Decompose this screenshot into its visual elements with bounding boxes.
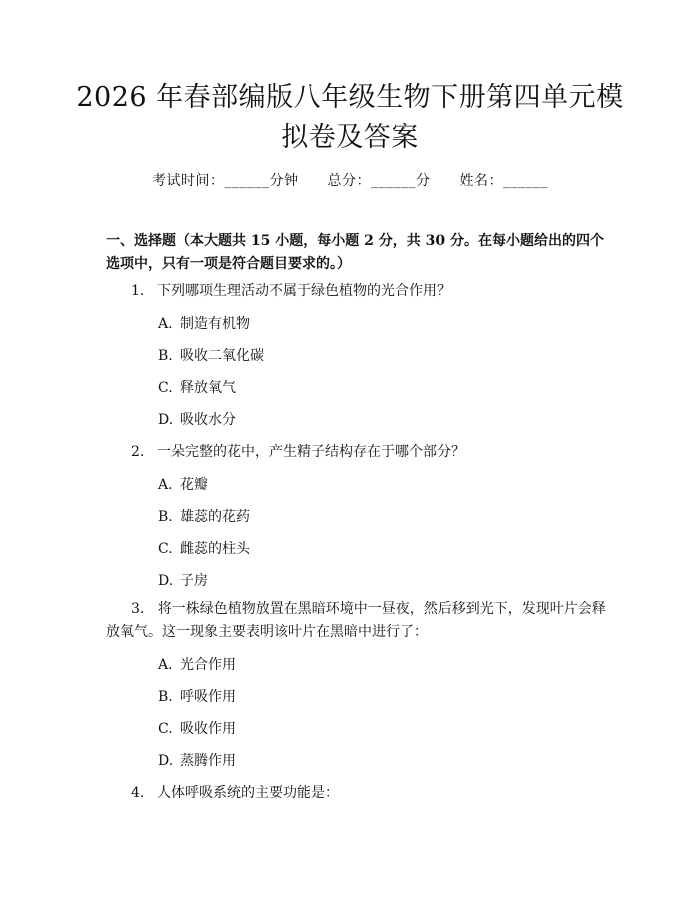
option-text: 花瓣: [180, 477, 208, 493]
question-number: 3.: [131, 601, 145, 617]
option-2a: [158, 474, 208, 494]
question-text: 一朵完整的花中，产生精子结构存在于哪个部分？: [157, 444, 465, 460]
option-3b: [158, 686, 236, 706]
option-label: C.: [158, 721, 173, 737]
option-1d: [158, 409, 236, 429]
option-2c: [158, 538, 250, 558]
option-text: 吸收二氧化碳: [180, 348, 264, 364]
question-2: [131, 441, 465, 461]
option-text: 制造有机物: [180, 316, 250, 332]
option-1a: [158, 313, 250, 333]
question-number: 4.: [131, 785, 145, 801]
section-heading: 一、选择题（本大题共 15 小题，每小题 2 分，共 30 分。在每小题给出的四个选项中，只有一项是符合题目要求的。）: [106, 233, 604, 272]
option-text: 释放氧气: [180, 380, 236, 396]
option-1b: [158, 345, 264, 365]
option-1c: [158, 377, 236, 397]
option-text: 呼吸作用: [180, 689, 236, 705]
option-label: B.: [158, 348, 173, 364]
option-label: D.: [158, 753, 174, 769]
option-2b: [158, 506, 250, 526]
option-3c: [158, 718, 236, 738]
option-text: 雌蕊的柱头: [180, 541, 250, 557]
option-label: C.: [158, 380, 173, 396]
option-label: B.: [158, 509, 173, 525]
option-label: D.: [158, 573, 174, 589]
question-1: [131, 280, 451, 300]
option-label: C.: [158, 541, 173, 557]
option-text: 吸收水分: [180, 412, 236, 428]
question-text: 人体呼吸系统的主要功能是：: [157, 785, 339, 801]
option-label: A.: [158, 316, 173, 332]
option-label: A.: [158, 657, 173, 673]
option-2d: [158, 570, 208, 590]
option-text: 子房: [180, 573, 208, 589]
option-label: D.: [158, 412, 174, 428]
option-text: 吸收作用: [180, 721, 236, 737]
option-3d: [158, 750, 236, 770]
option-label: A.: [158, 477, 173, 493]
question-text: 下列哪项生理活动不属于绿色植物的光合作用？: [157, 283, 451, 299]
question-4: [131, 782, 339, 802]
option-3a: [158, 654, 236, 674]
question-3: [106, 598, 616, 644]
title-line-2: 拟卷及答案: [281, 122, 419, 153]
question-number: 1.: [131, 283, 145, 299]
title-line-1: 2026 年春部编版八年级生物下册第四单元模: [76, 82, 624, 113]
option-text: 光合作用: [180, 657, 236, 673]
option-text: 蒸腾作用: [180, 753, 236, 769]
exam-score: 总分：______分: [327, 173, 431, 189]
option-label: B.: [158, 689, 173, 705]
option-text: 雄蕊的花药: [180, 509, 250, 525]
question-number: 2.: [131, 444, 145, 460]
page-title: [70, 78, 630, 158]
exam-time: 考试时间：______分钟: [152, 173, 299, 189]
exam-info: [0, 170, 700, 190]
exam-name: 姓名：______: [459, 173, 548, 189]
question-text: 将一株绿色植物放置在黑暗环境中一昼夜，然后移到光下，发现叶片会释放氧气。这一现象主要表明该叶片在黑暗中进行了：: [106, 601, 606, 640]
